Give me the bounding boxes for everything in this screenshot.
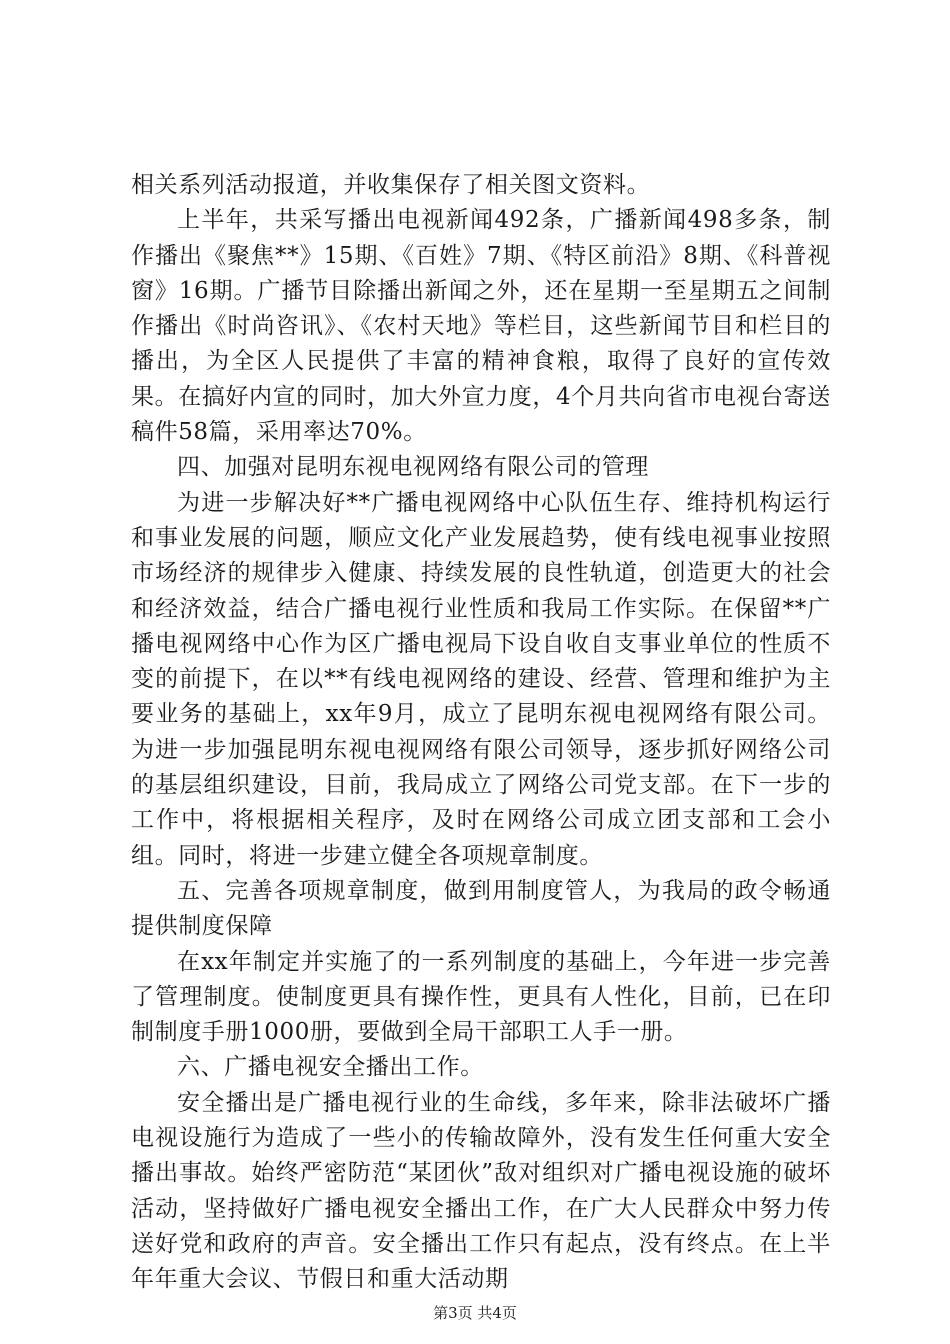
paragraph-news-statistics: 上半年，共采写播出电视新闻492条，广播新闻498多条，制作播出《聚焦**》15期、《百姓》7期、《特区前沿》8期、《科普视窗》16期。广播节目除播出新闻之外，还在星期一至星期五之间制作播出《时尚咨讯》、《农村天地》等栏目，这些新闻节目和栏目的播出，为全区人民提供了丰富的精神食粮，取得了良好的宣传效果。在搞好内宣的同时，加大外宣力度，4个月共向省市电视台寄送稿件58篇，采用率达70%。 [131,207,831,446]
paragraph-continuation: 相关系列活动报道，并收集保存了相关图文资料。 [131,172,651,198]
section-heading-4: 四、加强对昆明东视电视网络有限公司的管理 [177,454,649,481]
section-heading-5: 五、完善各项规章制度，做到用制度管人，为我局的政令畅通提供制度保障 [131,877,831,940]
section-heading-6: 六、广播电视安全播出工作。 [177,1054,484,1081]
page-number-footer: 第3页 共4页 [433,1304,517,1322]
paragraph-network-company: 为进一步解决好**广播电视网络中心队伍生存、维持机构运行和事业发展的问题，顺应文化产业发展趋势，使有线电视事业按照市场经济的规律步入健康、持续发展的良性轨道，创造更大的社会和经济效益，结合广播电视行业性质和我局工作实际。在保留**广播电视网络中心作为区广播电视局下设自收自支事业单位的性质不变的前提下，在以**有线电视网络的建设、经营、管理和维护为主要业务的基础上，xx年9月，成立了昆明东视电视网络有限公司。为进一步加强昆明东视电视网络有限公司领导，逐步抓好网络公司的基层组织建设，目前，我局成立了网络公司党支部。在下一步的工作中，将根据相关程序，及时在网络公司成立团支部和工会小组。同时，将进一步建立健全各项规章制度。 [131,489,831,869]
document-body [131,168,831,1298]
paragraph-safe-broadcast: 安全播出是广播电视行业的生命线，多年来，除非法破坏广播电视设施行为造成了一些小的传输故障外，没有发生任何重大安全播出事故。始终严密防范“某团伙”敌对组织对广播电视设施的破坏活动，坚持做好广播电视安全播出工作，在广大人民群众中努力传送好党和政府的声音。安全播出工作只有起点，没有终点。在上半年年重大会议、节假日和重大活动期 [131,1089,831,1293]
paragraph-regulations: 在xx年制定并实施了的一系列制度的基础上，今年进一步完善了管理制度。使制度更具有操作性，更具有人性化，目前，已在印制制度手册1000册，要做到全局干部职工人手一册。 [131,948,831,1046]
